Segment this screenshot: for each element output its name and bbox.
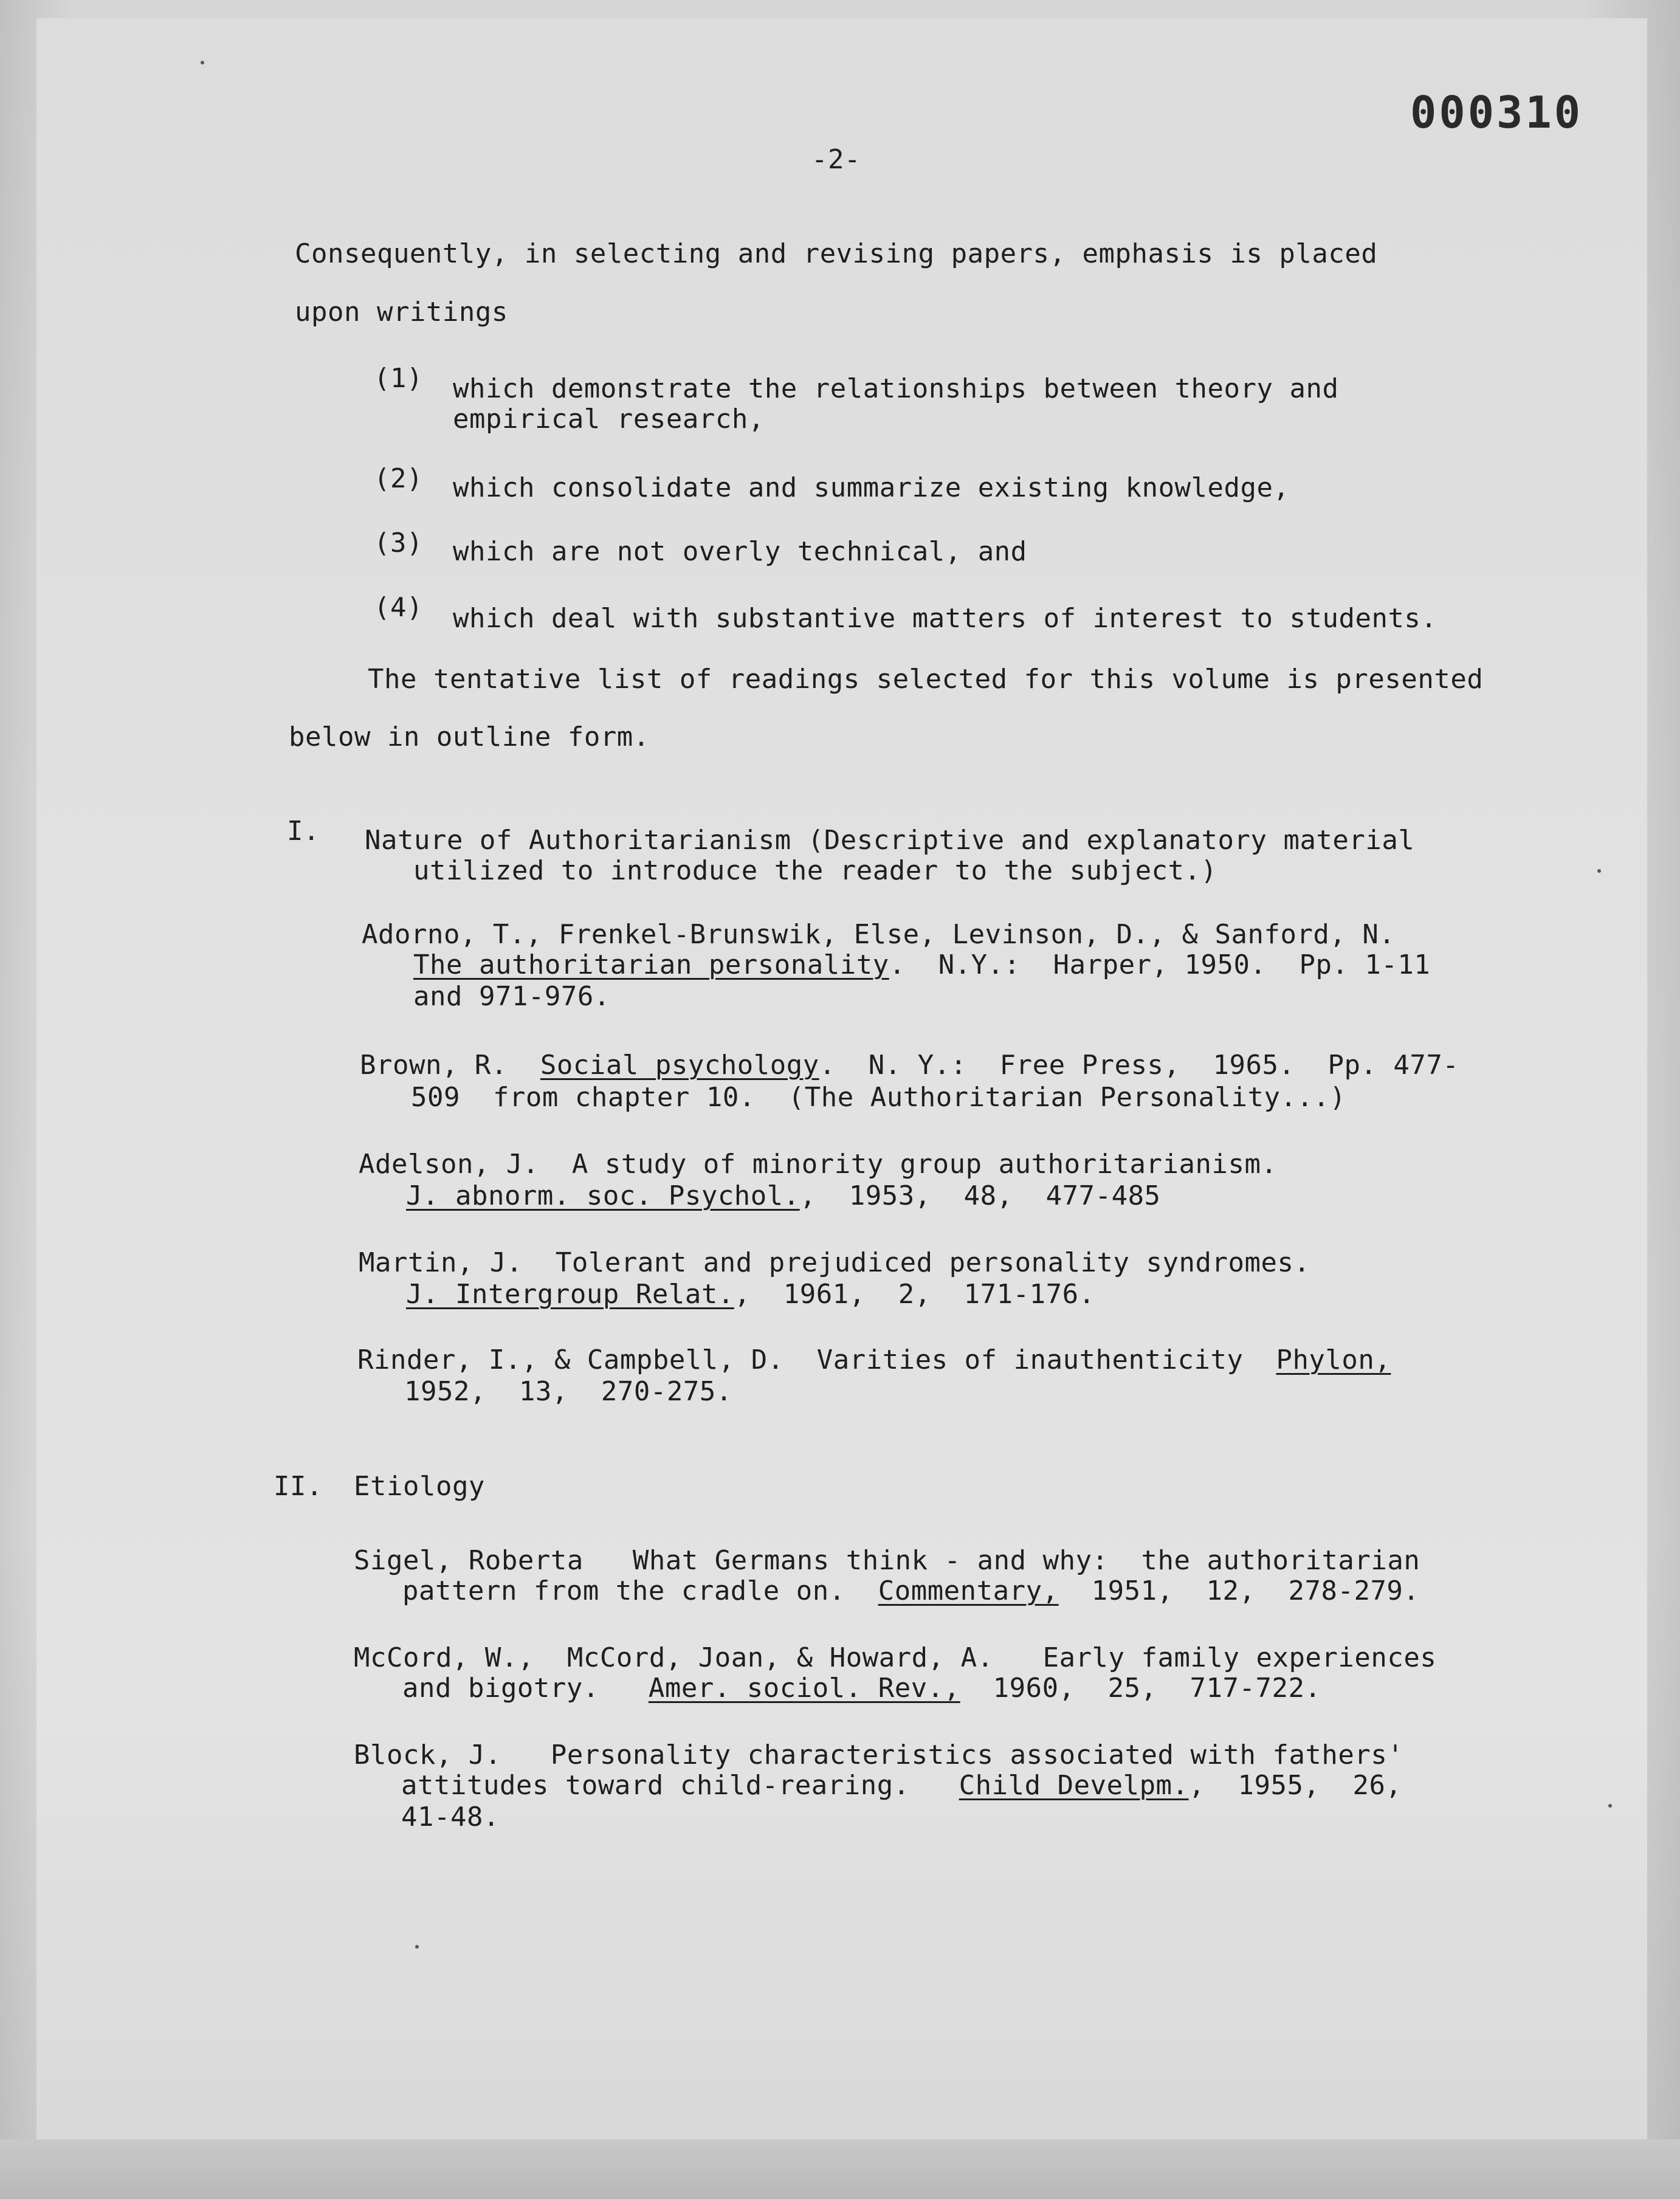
reference-line: Adorno, T., Frenkel-Brunswik, Else, Levinson, D., & Sanford, N.	[362, 919, 1396, 950]
reference-text: Rinder, I., & Campbell, D. Varities of inauthenticity	[357, 1344, 1276, 1375]
reference-line: Adelson, J. A study of minority group authoritarianism.	[359, 1149, 1278, 1180]
reference-line	[401, 1769, 1402, 1803]
criterion-text: which demonstrate the relationships between theory and	[453, 373, 1339, 404]
publication-details: 1951, 12, 278-279.	[1058, 1575, 1420, 1606]
reference-line: Block, J. Personality characteristics associated with fathers'	[354, 1740, 1404, 1771]
criterion-number: (3)	[374, 528, 423, 559]
intro-line-1: Consequently, in selecting and revising papers, emphasis is placed	[295, 238, 1378, 269]
journal-title: Commentary,	[878, 1575, 1059, 1606]
criterion-text: which are not overly technical, and	[453, 536, 1027, 567]
reference-line	[406, 1179, 1161, 1213]
reference-text: pattern from the cradle on.	[402, 1575, 878, 1606]
section-numeral: I.	[287, 816, 320, 847]
section-heading-continued: utilized to introduce the reader to the subject.)	[413, 855, 1217, 886]
reference-line: Sigel, Roberta What Germans think - and why: the authoritarian	[354, 1545, 1420, 1576]
scan-speck	[1597, 869, 1601, 873]
publication-details: , 1953, 48, 477-485	[799, 1180, 1161, 1211]
page-number: -2-	[811, 144, 861, 175]
reference-line	[402, 1671, 1321, 1705]
tentative-line-2: below in outline form.	[289, 721, 650, 752]
reference-line	[402, 1574, 1419, 1608]
reference-line	[406, 1278, 1095, 1312]
criterion-number: (1)	[374, 363, 423, 394]
criterion-text: which deal with substantive matters of interest to students.	[453, 603, 1437, 634]
reference-line: and 971-976.	[413, 981, 610, 1012]
reference-line: 41-48.	[401, 1802, 500, 1832]
intro-line-2: upon writings	[295, 297, 508, 328]
reference-line: 1952, 13, 270-275.	[404, 1376, 732, 1407]
reference-line: Martin, J. Tolerant and prejudiced personality syndromes.	[359, 1247, 1310, 1278]
book-title: The authoritarian personality	[413, 949, 889, 980]
publication-details: . N.Y.: Harper, 1950. Pp. 1-11	[889, 949, 1431, 980]
scan-speck	[1608, 1804, 1612, 1808]
publication-details: 1960, 25, 717-722.	[960, 1673, 1321, 1704]
author: Brown, R.	[360, 1050, 540, 1081]
journal-title: Phylon,	[1276, 1344, 1391, 1375]
reference-line: McCord, W., McCord, Joan, & Howard, A. Early family experiences	[354, 1642, 1437, 1673]
publication-details: . N. Y.: Free Press, 1965. Pp. 477-	[819, 1050, 1459, 1081]
journal-title: J. Intergroup Relat.	[406, 1279, 734, 1310]
journal-title: Amer. sociol. Rev.,	[648, 1673, 960, 1704]
reference-line	[360, 1048, 1459, 1082]
reference-line: 509 from chapter 10. (The Authoritarian Personality...)	[411, 1082, 1346, 1113]
journal-title: Child Develpm.	[959, 1770, 1189, 1801]
document-number: 000310	[1410, 87, 1583, 138]
publication-details: , 1961, 2, 171-176.	[734, 1279, 1095, 1310]
section-heading: Etiology	[354, 1471, 485, 1502]
journal-title: J. abnorm. soc. Psychol.	[406, 1180, 800, 1211]
publication-details: , 1955, 26,	[1188, 1770, 1402, 1801]
reference-text: attitudes toward child-rearing.	[401, 1770, 959, 1801]
reference-line	[357, 1343, 1391, 1377]
section-heading: Nature of Authoritarianism (Descriptive and explanatory material	[365, 825, 1415, 856]
scan-speck	[415, 1945, 419, 1949]
reference-line	[413, 948, 1430, 982]
page-bottom-edge	[0, 2139, 1680, 2199]
scan-speck	[201, 61, 204, 64]
criterion-text: empirical research,	[453, 404, 765, 435]
criterion-text: which consolidate and summarize existing knowledge,	[453, 472, 1290, 503]
book-title: Social psychology	[540, 1050, 819, 1081]
criterion-number: (4)	[374, 592, 423, 623]
tentative-line-1: The tentative list of readings selected for this volume is presented	[368, 664, 1484, 695]
reference-text: and bigotry.	[402, 1673, 649, 1704]
criterion-number: (2)	[374, 463, 423, 494]
section-numeral: II.	[274, 1471, 323, 1502]
